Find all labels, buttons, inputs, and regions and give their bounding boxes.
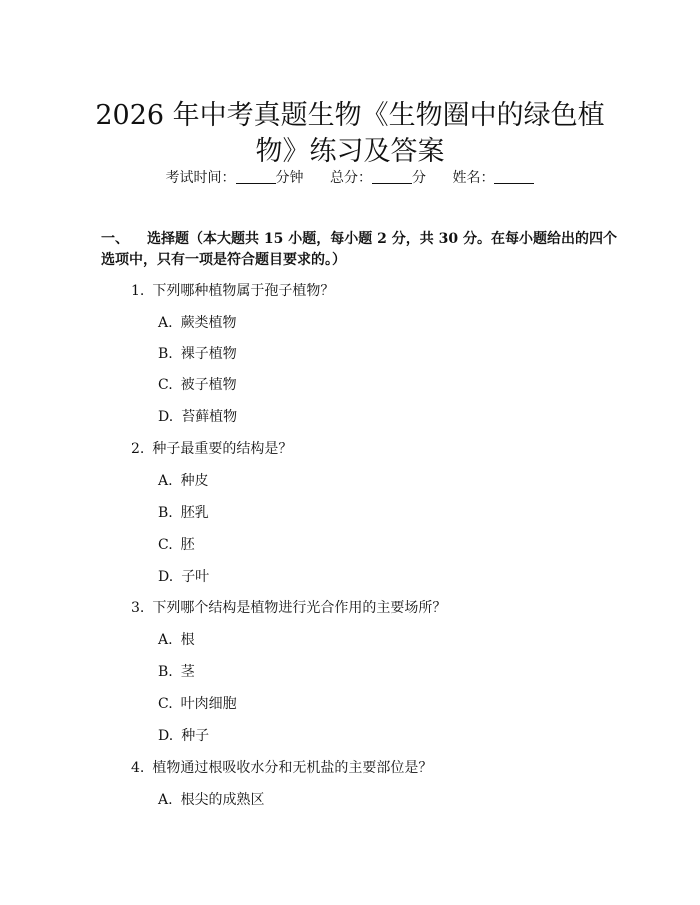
option-text: 子叶 bbox=[181, 569, 210, 585]
option-text: 种皮 bbox=[180, 473, 209, 489]
question-text: 下列哪个结构是植物进行光合作用的主要场所？ bbox=[152, 600, 447, 616]
total-score-label: 总分： bbox=[330, 170, 372, 186]
student-name-label: 姓名： bbox=[452, 170, 495, 186]
student-name-item bbox=[452, 168, 534, 188]
question-text: 种子最重要的结构是？ bbox=[152, 441, 293, 457]
question-3-option-b bbox=[158, 662, 195, 682]
option-text: 蕨类植物 bbox=[180, 315, 237, 331]
option-text: 被子植物 bbox=[180, 377, 237, 393]
option-text: 苔藓植物 bbox=[181, 409, 238, 425]
question-2 bbox=[131, 439, 292, 459]
section-text: 选择题（本大题共 15 小题，每小题 2 分，共 30 分。在每小题给出的四个选项中，只有一项是符合题目要求的。） bbox=[101, 231, 617, 268]
option-text: 裸子植物 bbox=[180, 346, 237, 362]
question-4 bbox=[131, 758, 432, 778]
option-letter: D. bbox=[158, 409, 174, 425]
total-score-blank bbox=[372, 169, 412, 184]
option-letter: B. bbox=[158, 664, 173, 680]
question-3-option-d bbox=[158, 726, 209, 746]
question-number: 3. bbox=[131, 600, 145, 616]
exam-time-blank bbox=[236, 169, 276, 184]
exam-time-label: 考试时间： bbox=[165, 170, 236, 186]
question-number: 1. bbox=[131, 283, 145, 299]
option-letter: C. bbox=[158, 377, 173, 393]
option-text: 叶肉细胞 bbox=[180, 696, 237, 712]
question-2-option-a bbox=[158, 471, 209, 491]
option-letter: B. bbox=[158, 346, 173, 362]
question-2-option-c bbox=[158, 535, 195, 555]
question-3-option-a bbox=[158, 630, 195, 650]
option-letter: A. bbox=[158, 632, 173, 648]
question-3 bbox=[131, 598, 446, 618]
option-letter: A. bbox=[158, 792, 173, 808]
option-letter: C. bbox=[158, 537, 173, 553]
total-score-unit: 分 bbox=[412, 170, 426, 186]
option-text: 茎 bbox=[180, 664, 195, 680]
question-number: 2. bbox=[131, 441, 145, 457]
student-name-blank bbox=[494, 169, 534, 184]
question-2-option-d bbox=[158, 567, 209, 587]
question-1-option-b bbox=[158, 344, 237, 364]
question-2-option-b bbox=[158, 503, 209, 523]
option-text: 根尖的成熟区 bbox=[180, 792, 265, 808]
question-1 bbox=[131, 281, 334, 301]
exam-time-item bbox=[166, 168, 304, 188]
option-text: 胚乳 bbox=[180, 505, 209, 521]
title-line-1: 2026 年中考真题生物《生物圈中的绿色植 bbox=[95, 100, 605, 132]
option-letter: D. bbox=[158, 569, 174, 585]
exam-time-unit: 分钟 bbox=[275, 170, 304, 186]
option-letter: D. bbox=[158, 728, 174, 744]
question-text: 下列哪种植物属于孢子植物？ bbox=[152, 283, 335, 299]
question-text: 植物通过根吸收水分和无机盐的主要部位是？ bbox=[152, 760, 433, 776]
option-text: 胚 bbox=[180, 537, 195, 553]
section-heading bbox=[101, 229, 621, 271]
section-number: 一、 bbox=[101, 231, 129, 247]
exam-info-row bbox=[0, 168, 700, 188]
question-1-option-c bbox=[158, 375, 237, 395]
option-letter: B. bbox=[158, 505, 173, 521]
option-letter: C. bbox=[158, 696, 173, 712]
page-title bbox=[80, 98, 620, 170]
total-score-item bbox=[330, 168, 426, 188]
title-line-2: 物》练习及答案 bbox=[255, 136, 445, 168]
option-letter: A. bbox=[158, 315, 173, 331]
option-text: 种子 bbox=[181, 728, 210, 744]
question-1-option-a bbox=[158, 313, 237, 333]
question-number: 4. bbox=[131, 760, 145, 776]
option-letter: A. bbox=[158, 473, 173, 489]
option-text: 根 bbox=[180, 632, 195, 648]
question-1-option-d bbox=[158, 407, 237, 427]
question-3-option-c bbox=[158, 694, 237, 714]
question-4-option-a bbox=[158, 790, 265, 810]
